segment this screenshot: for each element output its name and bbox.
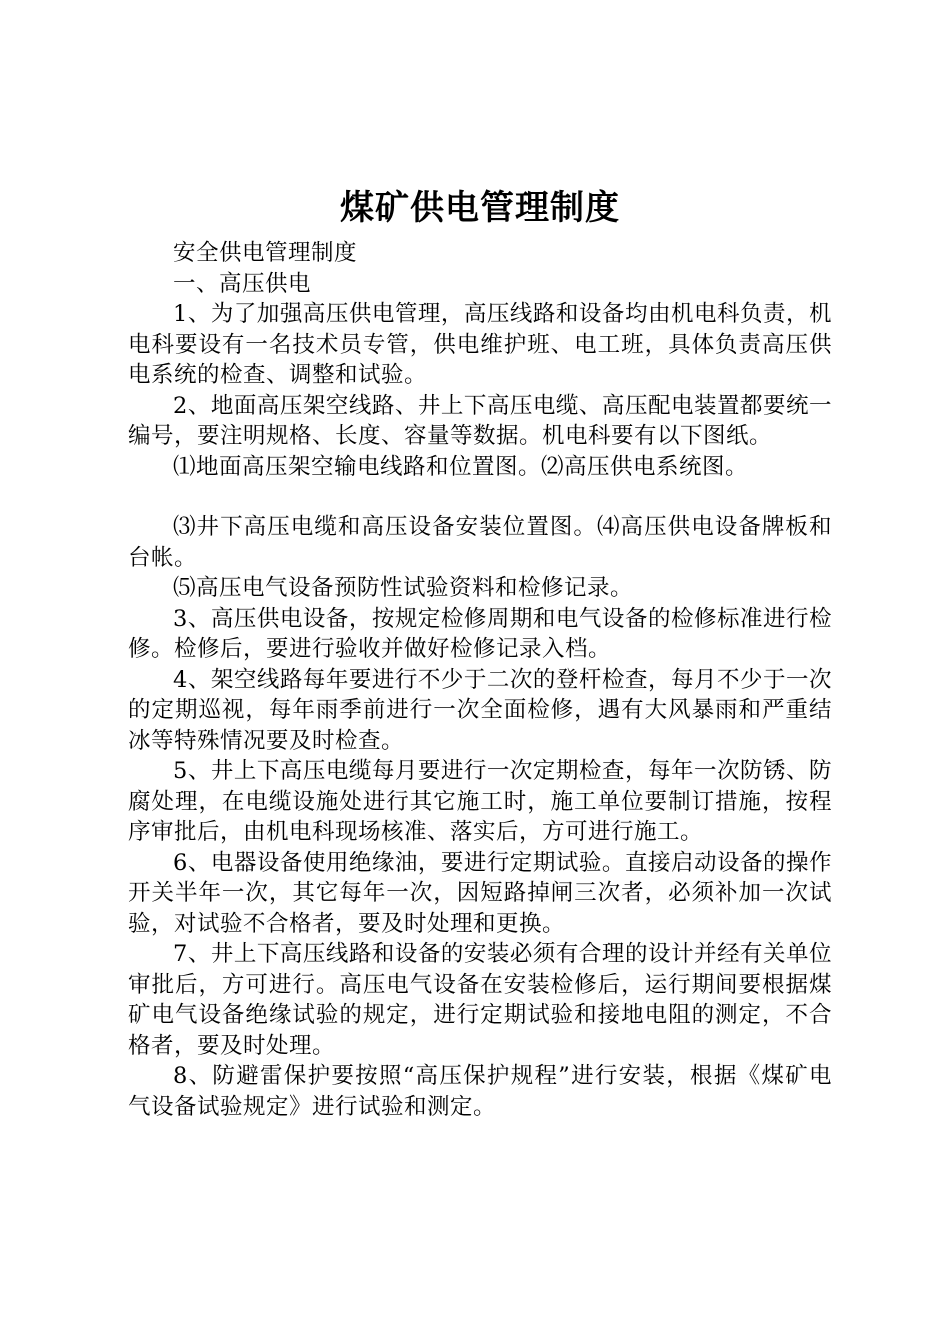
- paragraph-item-5: 5、井上下高压电缆每月要进行一次定期检查，每年一次防锈、防腐处理，在电缆设施处进行其它施工时，施工单位要制订措施，按程序审批后，由机电科现场核准、落实后，方可进行施工。: [128, 758, 832, 845]
- paragraph-subtitle: 安全供电管理制度: [173, 240, 358, 266]
- document-title: 煤矿供电管理制度: [340, 188, 620, 228]
- paragraph-item-7: 7、井上下高压线路和设备的安装必须有合理的设计并经有关单位审批后，方可进行。高压电气设备在安装检修后，运行期间要根据煤矿电气设备绝缘试验的规定，进行定期试验和接地电阻的测定，不合格者，要及时处理。: [128, 941, 832, 1059]
- paragraph-item-2: 2、地面高压架空线路、井上下高压电缆、高压配电装置都要统一编号，要注明规格、长度、容量等数据。机电科要有以下图纸。: [128, 392, 832, 449]
- paragraph-item-3: 3、高压供电设备，按规定检修周期和电气设备的检修标准进行检修。检修后，要进行验收并做好检修记录入档。: [128, 605, 832, 662]
- document-page: [128, 180, 832, 1122]
- paragraph-drawings-1-2: ⑴地面高压架空输电线路和位置图。⑵高压供电系统图。: [173, 453, 749, 480]
- paragraph-item-6: 6、电器设备使用绝缘油，要进行定期试验。直接启动设备的操作开关半年一次，其它每年一次，因短路掉闸三次者，必须补加一次试验，对试验不合格者，要及时处理和更换。: [128, 849, 832, 937]
- paragraph-item-8: 8、防避雷保护要按照“高压保护规程”进行安装，根据《煤矿电气设备试验规定》进行试验和测定。: [128, 1063, 832, 1120]
- paragraph-section-heading: 一、高压供电: [173, 270, 312, 297]
- paragraph-drawings-3-4: ⑶井下高压电缆和高压设备安装位置图。⑷高压供电设备牌板和台帐。: [128, 514, 832, 571]
- paragraph-item-1: 1、为了加强高压供电管理，高压线路和设备均由机电科负责，机电科要设有一名技术员专管，供电维护班、电工班，具体负责高压供电系统的检查、调整和试验。: [128, 301, 832, 388]
- paragraph-drawings-5: ⑸高压电气设备预防性试验资料和检修记录。: [173, 575, 634, 601]
- paragraph-item-4: 4、架空线路每年要进行不少于二次的登杆检查，每月不少于一次的定期巡视，每年雨季前进行一次全面检修，遇有大风暴雨和严重结冰等特殊情况要及时检查。: [128, 666, 832, 754]
